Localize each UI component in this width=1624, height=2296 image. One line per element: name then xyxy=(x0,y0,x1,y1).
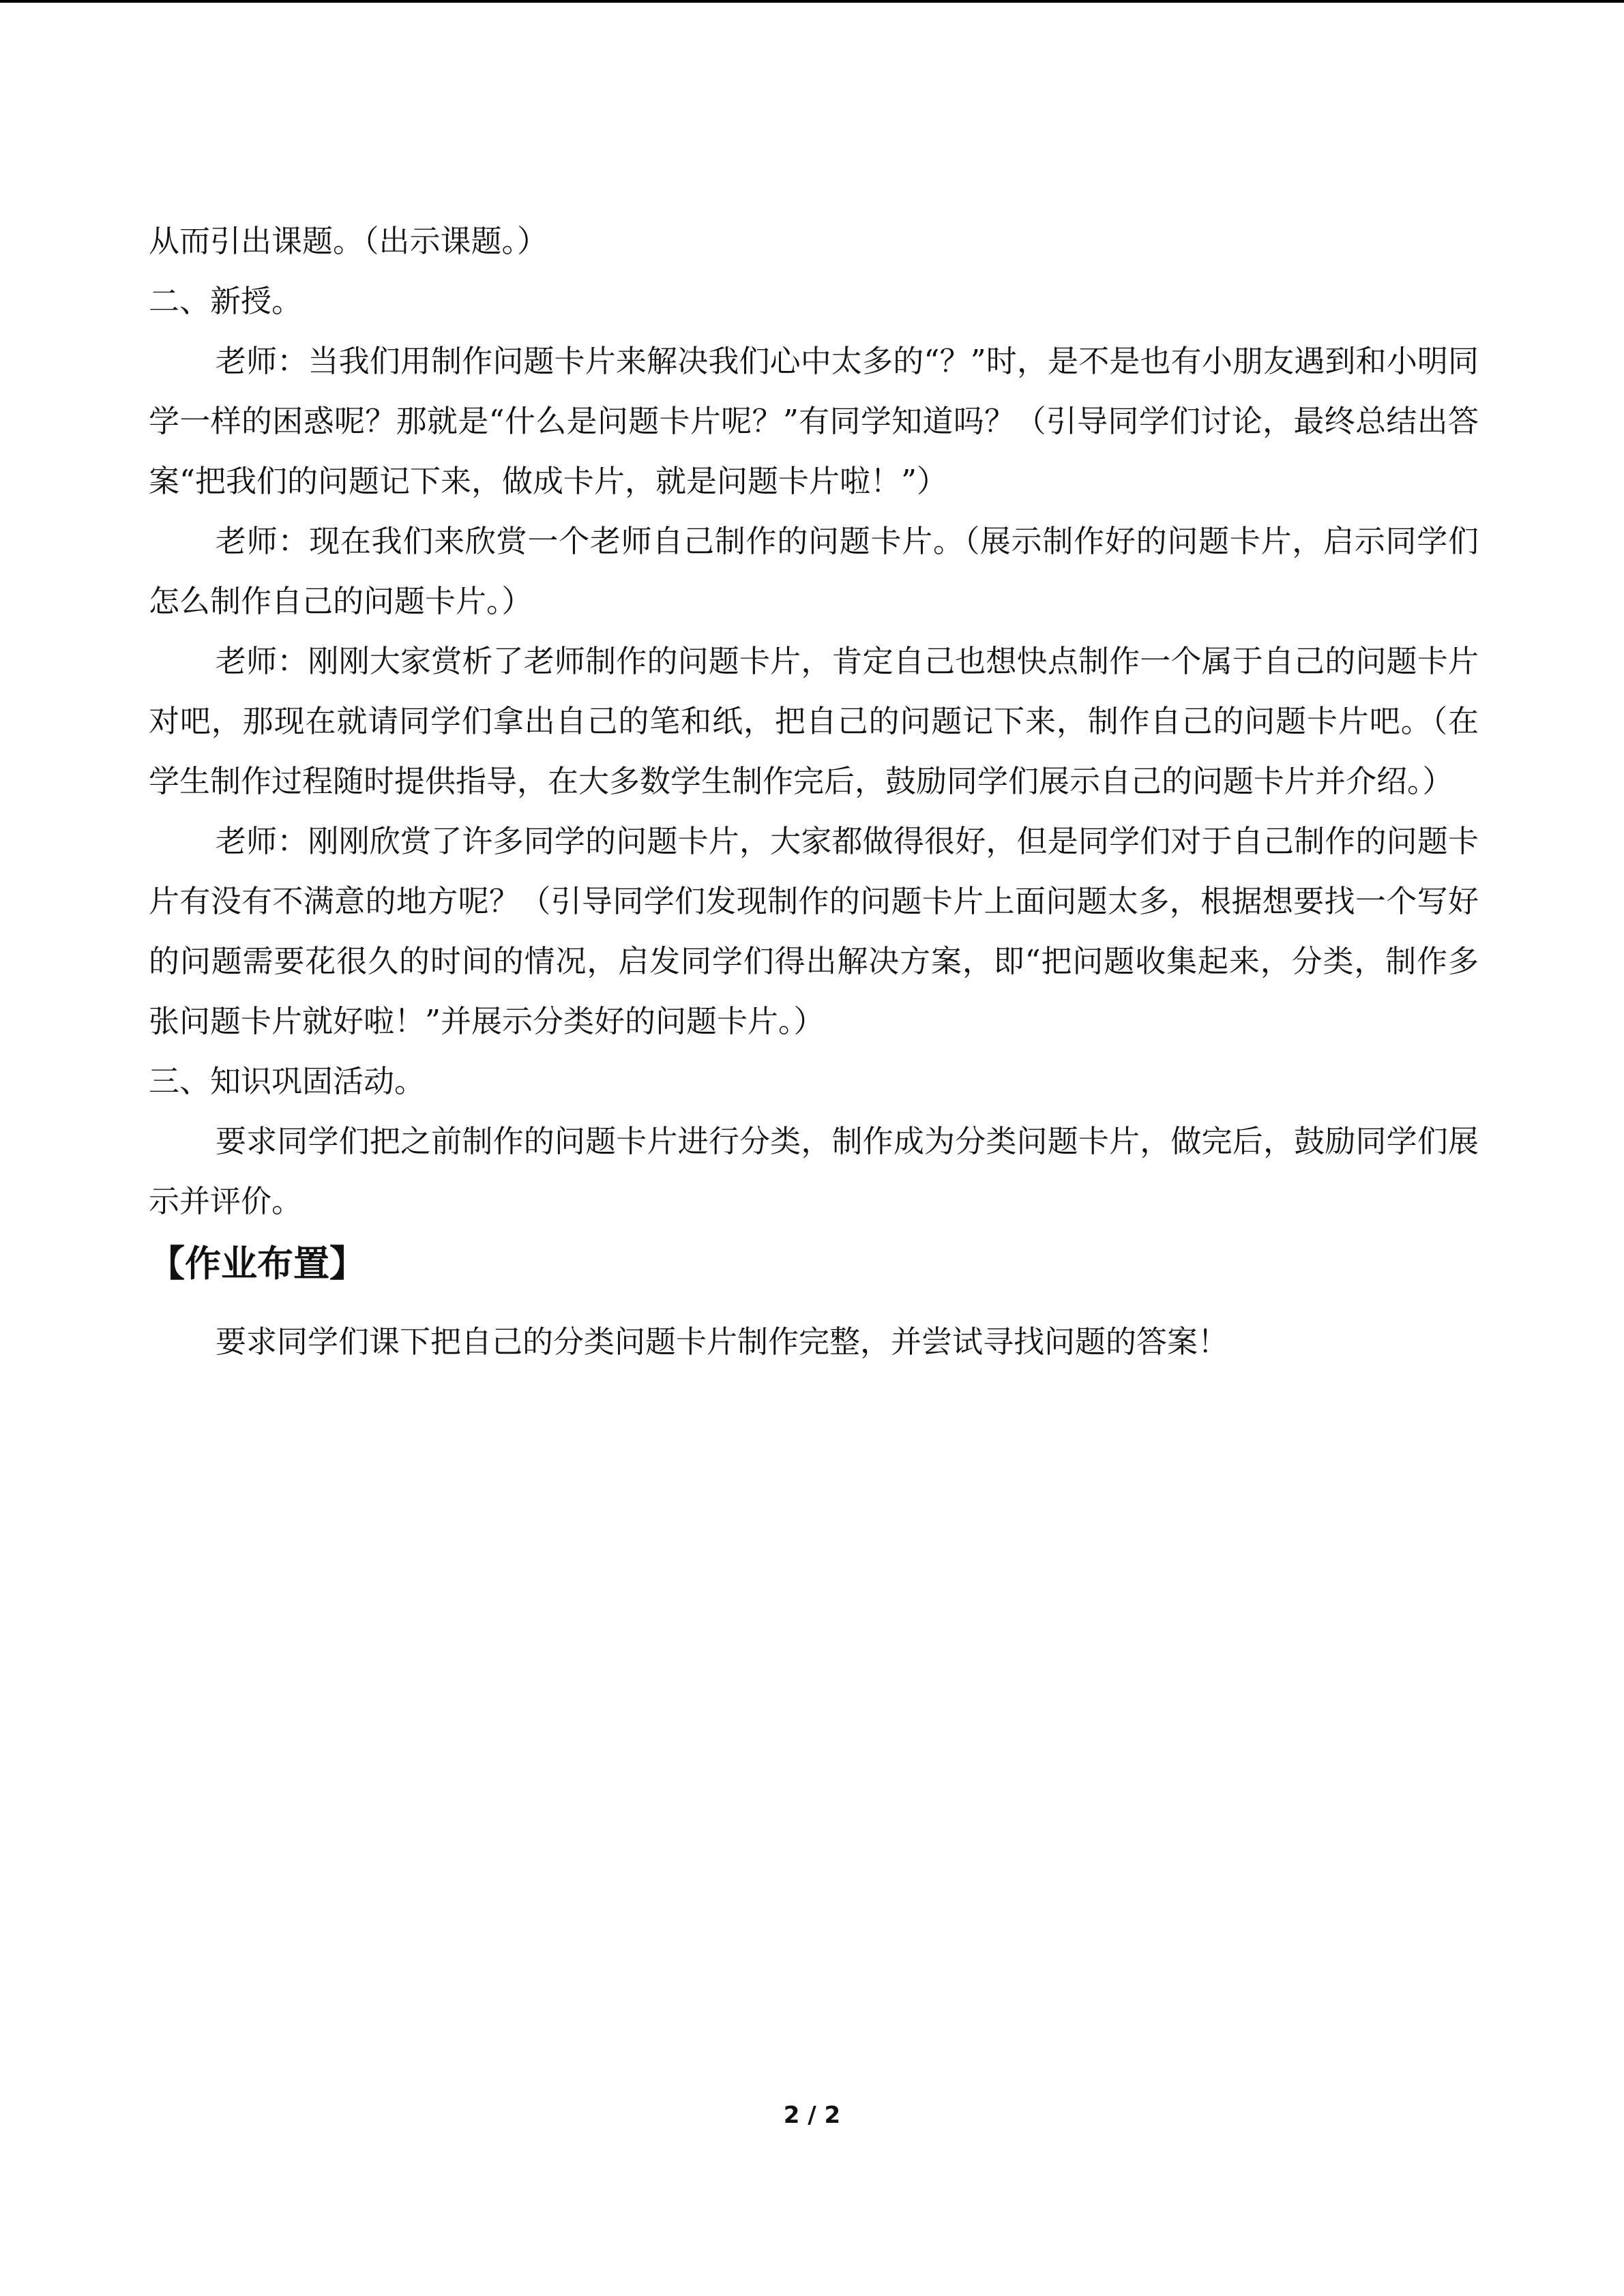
paragraph-teacher-question: 老师：当我们用制作问题卡片来解决我们心中太多的“？”时，是不是也有小朋友遇到和小明同学一样的困惑呢？那就是“什么是问题卡片呢？”有同学知道吗？（引导同学们讨论，最终总结出答案“把我们的问题记下来，做成卡片，就是问题卡片啦！”） xyxy=(149,343,1479,499)
section-3-title: 三、知识巩固活动。 xyxy=(149,1063,426,1099)
paragraph-teacher-showcase: 老师：现在我们来欣赏一个老师自己制作的问题卡片。（展示制作好的问题卡片，启示同学们怎么制作自己的问题卡片。） xyxy=(149,523,1479,619)
paragraph-consolidation: 要求同学们把之前制作的问题卡片进行分类，制作成为分类问题卡片，做完后，鼓励同学们展示并评价。 xyxy=(149,1123,1479,1219)
paragraph-teacher-review: 老师：刚刚欣赏了许多同学的问题卡片，大家都做得很好，但是同学们对于自己制作的问题卡片有没有不满意的地方呢？（引导同学们发现制作的问题卡片上面问题太多，根据想要找一个写好的问题需要花很久的时间的情况，启发同学们得出解决方案，即“把问题收集起来，分类，制作多张问题卡片就好啦！”并展示分类好的问题卡片。） xyxy=(149,823,1479,1039)
section-2-title: 二、新授。 xyxy=(149,283,303,319)
document-body xyxy=(149,211,1479,1372)
top-border-line xyxy=(0,0,1624,3)
homework-text: 要求同学们课下把自己的分类问题卡片制作完整，并尝试寻找问题的答案！ xyxy=(216,1324,1229,1360)
intro-line: 从而引出课题。（出示课题。） xyxy=(149,223,548,259)
homework-heading: 【作业布置】 xyxy=(149,1243,366,1285)
page-number: 2 / 2 xyxy=(783,2102,841,2129)
paragraph-teacher-making-cards: 老师：刚刚大家赏析了老师制作的问题卡片，肯定自己也想快点制作一个属于自己的问题卡片对吧，那现在就请同学们拿出自己的笔和纸，把自己的问题记下来，制作自己的问题卡片吧。（在学生制作过程随时提供指导，在大多数学生制作完后，鼓励同学们展示自己的问题卡片并介绍。） xyxy=(149,643,1479,799)
